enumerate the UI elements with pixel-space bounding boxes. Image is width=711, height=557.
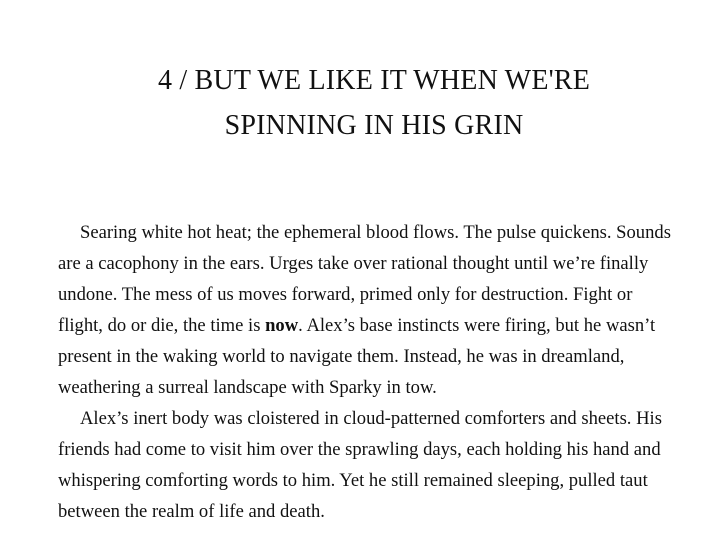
- chapter-title-line-1: 4 / BUT WE LIKE IT WHEN WE'RE: [157, 65, 591, 96]
- chapter-body: [58, 217, 678, 527]
- emphasized-word: now: [265, 315, 299, 336]
- chapter-title-line-2: SPINNING IN HIS GRIN: [224, 110, 524, 141]
- paragraph-2: Alex’s inert body was cloistered in cloud-patterned comforters and sheets. His friends had come to visit him over the sprawling days, each holding his hand and whispering comforting words to him. Yet he still remained sleeping, pulled taut between the realm of life and death.: [58, 408, 662, 522]
- chapter-title: [0, 58, 711, 148]
- paragraph-1: [58, 217, 678, 403]
- paragraph-1-text-end: . Alex’s base instincts were firing, but he wasn’t present in the waking world to navigate them. Instead, he was in dreamland, weathering a surreal landscape with Sparky in tow.: [58, 315, 656, 398]
- paragraph-1-text-start: Searing white hot heat; the ephemeral blood flows. The pulse quickens. Sounds are a cacophony in the ears. Urges take over rational thought until we’re finally undone. The mess of us moves forward, primed only for destruction. Fight or flight, do or die, the time is: [58, 222, 671, 336]
